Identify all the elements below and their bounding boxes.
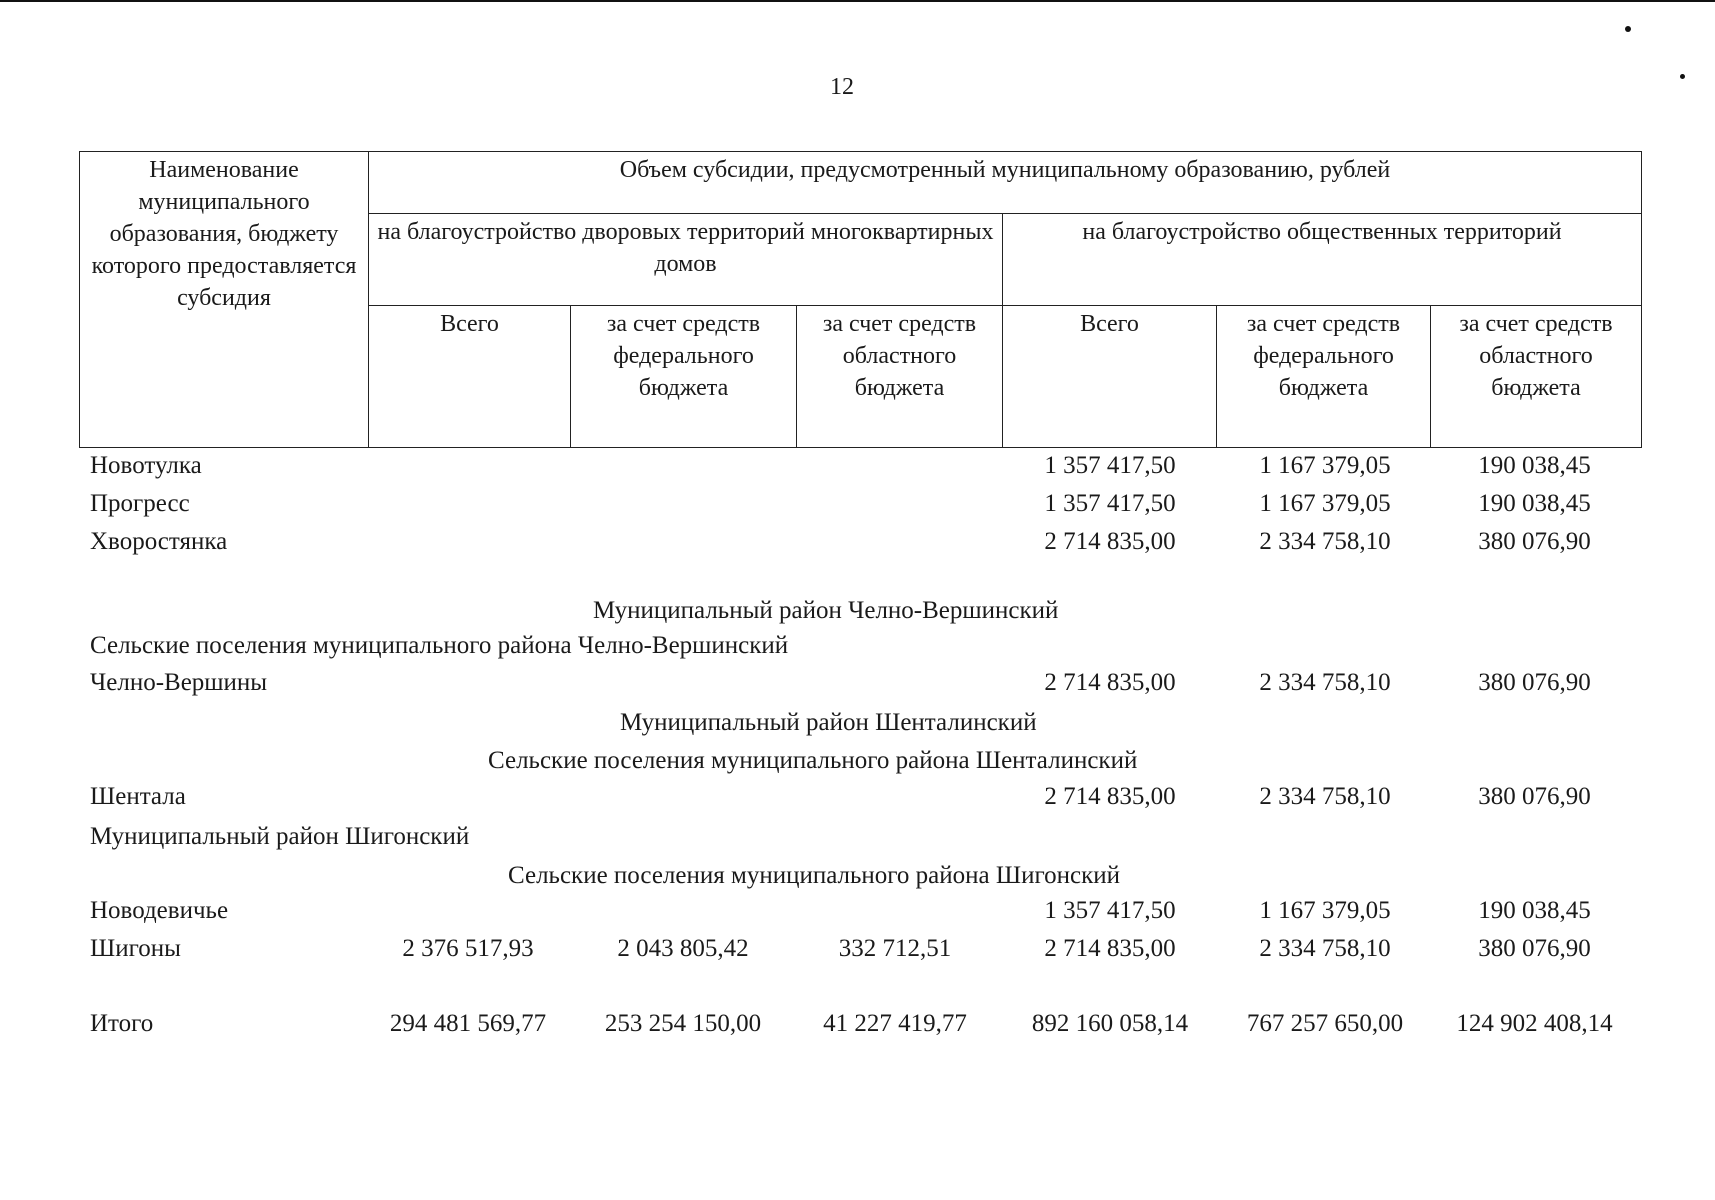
table-row [0,449,1715,483]
table-row [0,666,1715,700]
row-value-regional-public: 380 076,90 [1478,669,1591,696]
row-value-regional-public: 380 076,90 [1478,783,1591,810]
header-regional-yards: за счет средств областного бюджета [797,306,1003,448]
row-value-regional-public: 380 076,90 [1478,935,1591,962]
row-name: Новодевичье [90,897,229,924]
row-value-federal-public: 2 334 758,10 [1259,935,1391,962]
header-federal-yards: за счет средств федерального бюджета [571,306,797,448]
row-value-federal-public: 2 334 758,10 [1259,783,1391,810]
row-value-regional-public: 190 038,45 [1478,897,1591,924]
row-name: Новотулка [90,452,202,479]
row-value-total-public: 2 714 835,00 [1044,783,1176,810]
row-name: Челно-Вершины [90,669,268,696]
page-number: 12 [830,74,854,100]
header-total-public: Всего [1003,306,1217,448]
row-value-total-public: 1 357 417,50 [1044,452,1176,479]
total-label: Итого [90,1010,154,1037]
header-main-title: Объем субсидии, предусмотренный муниципальному образованию, рублей [369,152,1642,214]
row-value-regional-public: 380 076,90 [1478,528,1591,555]
total-value-total-yards: 294 481 569,77 [389,1010,547,1037]
settlements-heading: Сельские поселения муниципального района Шенталинский [488,747,1138,774]
header-regional-public: за счет средств областного бюджета [1431,306,1642,448]
row-value-total-public: 2 714 835,00 [1044,935,1176,962]
row-value-total-public: 1 357 417,50 [1044,490,1176,517]
district-heading: Муниципальный район Шенталинский [620,709,1037,736]
row-value-total-public: 2 714 835,00 [1044,669,1176,696]
row-value-federal-public: 2 334 758,10 [1259,528,1391,555]
total-value-federal-public: 767 257 650,00 [1246,1010,1404,1037]
row-value-federal-public: 1 167 379,05 [1259,452,1391,479]
table-row [0,894,1715,928]
row-value-regional-public: 190 038,45 [1478,490,1591,517]
total-value-federal-yards: 253 254 150,00 [604,1010,762,1037]
row-value-federal-yards: 2 043 805,42 [617,935,749,962]
header-group-yards: на благоустройство дворовых территорий многоквартирных домов [369,214,1003,306]
table-row [0,932,1715,966]
row-value-total-public: 1 357 417,50 [1044,897,1176,924]
row-value-regional-yards: 332 712,51 [838,935,952,962]
settlements-heading: Сельские поселения муниципального района Челно-Вершинский [90,632,789,659]
district-heading: Муниципальный район Шигонский [90,823,470,850]
total-value-regional-public: 124 902 408,14 [1456,1010,1613,1037]
row-value-total-yards: 2 376 517,93 [402,935,534,962]
row-value-federal-public: 1 167 379,05 [1259,897,1391,924]
total-row [0,1007,1715,1041]
total-value-total-public: 892 160 058,14 [1031,1010,1189,1037]
row-value-total-public: 2 714 835,00 [1044,528,1176,555]
table-row [0,780,1715,814]
scan-speck [1680,74,1685,79]
row-value-federal-public: 2 334 758,10 [1259,669,1391,696]
row-name: Шигоны [90,935,181,962]
total-value-regional-yards: 41 227 419,77 [823,1010,967,1037]
row-value-federal-public: 1 167 379,05 [1259,490,1391,517]
row-value-regional-public: 190 038,45 [1478,452,1591,479]
scan-speck [1625,26,1631,32]
subsidy-table-header [79,151,1642,448]
header-group-public: на благоустройство общественных территорий [1003,214,1642,306]
row-name: Хворостянка [90,528,228,555]
header-federal-public: за счет средств федерального бюджета [1217,306,1431,448]
table-row [0,487,1715,521]
district-heading: Муниципальный район Челно-Вершинский [593,597,1059,624]
header-name-column: Наименование муниципального образования, бюджету которого предоставляется субсидия [80,152,369,448]
header-total-yards: Всего [369,306,571,448]
settlements-heading: Сельские поселения муниципального района Шигонский [508,862,1120,889]
row-name: Шентала [90,783,186,810]
top-border-line [0,0,1715,2]
table-row [0,525,1715,559]
row-name: Прогресс [90,490,190,517]
